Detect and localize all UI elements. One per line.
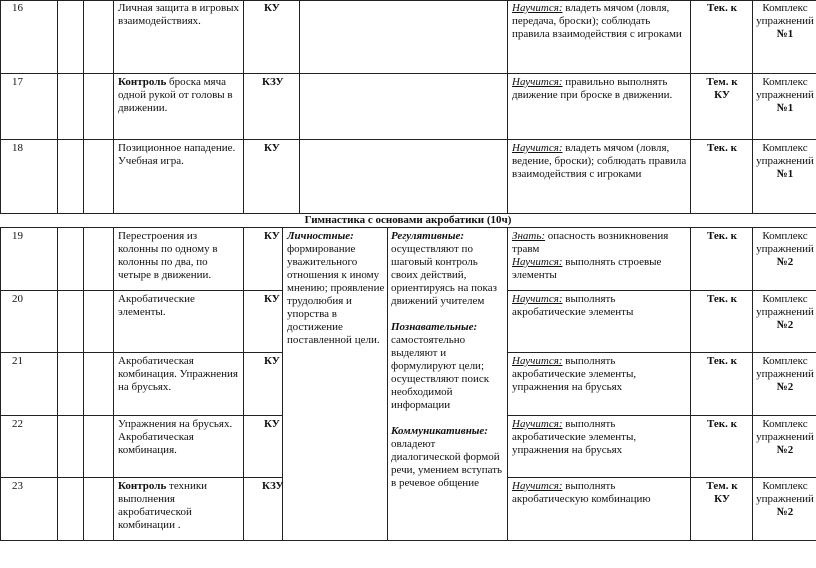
- homework: Комплекс упражнений №2: [756, 355, 814, 393]
- lesson-topic: Акробатическая комбинация. Упражнения на брусьях.: [118, 355, 238, 393]
- expected-result: Научится: выполнять акробатическую комбинацию: [512, 480, 651, 505]
- control-type: Тем. к КУ: [706, 480, 738, 505]
- lesson-type: КУ: [264, 418, 280, 430]
- control-type: Тек. к: [707, 142, 737, 154]
- lesson-type: КУ: [264, 293, 280, 305]
- row-divider: [0, 415, 282, 416]
- lesson-topic: Контроль броска мяча одной рукой от головы в движении.: [118, 76, 233, 114]
- col-divider: [690, 227, 691, 541]
- lesson-topic: Контроль техники выполнения акробатической комбинации .: [118, 480, 208, 531]
- control-type: Тем. к КУ: [706, 76, 738, 101]
- row-number: 17: [12, 76, 23, 88]
- row-divider: [507, 352, 816, 353]
- lesson-topic: Позиционное нападение. Учебная игра.: [118, 142, 236, 167]
- lesson-type: КУ: [264, 355, 280, 367]
- lesson-type: КУ: [264, 142, 280, 154]
- col-divider: [282, 227, 283, 541]
- lesson-topic: Упражнения на брусьях. Акробатическая комбинация.: [118, 418, 233, 456]
- col-divider: [0, 0, 1, 213]
- homework: Комплекс упражнений №2: [756, 293, 814, 331]
- row-divider: [0, 0, 816, 1]
- row-number: 23: [12, 480, 23, 492]
- row-number: 19: [12, 230, 23, 242]
- expected-result: Научится: правильно выполнять движение при броске в движении.: [512, 76, 673, 101]
- homework: Комплекс упражнений №2: [756, 230, 814, 268]
- homework: Комплекс упражнений №2: [756, 418, 814, 456]
- homework: Комплекс упражнений №2: [756, 480, 814, 518]
- col-divider: [243, 227, 244, 541]
- lesson-topic: Акробатические элементы.: [118, 293, 195, 318]
- col-divider: [113, 227, 114, 541]
- col-divider: [507, 0, 508, 213]
- personal-outcomes: Личностные: формирование уважительного отношения к иному мнению; проявление трудолюбия и упорства в достижение поставленной цели.: [287, 230, 385, 346]
- row-divider: [0, 540, 816, 541]
- control-type: Тек. к: [707, 355, 737, 367]
- lesson-type: КЗУ: [262, 76, 284, 88]
- row-divider: [0, 73, 816, 74]
- col-divider: [0, 227, 1, 541]
- row-divider: [507, 290, 816, 291]
- control-type: Тек. к: [707, 293, 737, 305]
- regulative-outcomes: Регулятивные: осуществляют по шаговый контроль своих действий, ориентируясь на показ движений учителем: [391, 230, 497, 307]
- col-divider: [83, 227, 84, 541]
- lesson-type: КЗУ: [262, 480, 284, 492]
- expected-result: Научится: выполнять акробатические элементы: [512, 293, 634, 318]
- row-number: 16: [12, 2, 23, 14]
- control-type: Тек. к: [707, 230, 737, 242]
- homework: Комплекс упражнений №1: [756, 2, 814, 40]
- col-divider: [57, 0, 58, 213]
- row-number: 22: [12, 418, 23, 430]
- row-divider: [507, 415, 816, 416]
- expected-result: Научится: владеть мячом (ловля, передача, броски); соблюдать правила взаимодействия с игроками: [512, 2, 682, 40]
- col-divider: [57, 227, 58, 541]
- expected-result: Знать: опасность возникновения травм Научится: выполнять строевые элементы: [512, 230, 669, 281]
- expected-result: Научится: владеть мячом (ловля, ведение, броски); соблюдать правила взаимодействия с игроками: [512, 142, 687, 180]
- row-divider: [0, 227, 816, 228]
- expected-result: Научится: выполнять акробатические элементы, упражнения на брусьях: [512, 418, 637, 456]
- homework: Комплекс упражнений №1: [756, 76, 814, 114]
- col-divider: [83, 0, 84, 213]
- control-type: Тек. к: [707, 2, 737, 14]
- lesson-topic: Перестроения из колонны по одному в колонны по два, по четыре в движении.: [118, 230, 218, 281]
- row-divider: [0, 139, 816, 140]
- expected-result: Научится: выполнять акробатические элементы, упражнения на брусьях: [512, 355, 637, 393]
- col-divider: [113, 0, 114, 213]
- row-divider: [0, 290, 282, 291]
- col-divider: [690, 0, 691, 213]
- homework: Комплекс упражнений №1: [756, 142, 814, 180]
- communicative-outcomes: Коммуникативные: овладеют диалогической формой речи, умением вступать в речевое общение: [391, 425, 503, 489]
- row-number: 18: [12, 142, 23, 154]
- lesson-type: КУ: [264, 2, 280, 14]
- meta-outcomes: [391, 230, 505, 490]
- row-divider: [507, 477, 816, 478]
- row-number: 21: [12, 355, 23, 367]
- lesson-type: КУ: [264, 230, 280, 242]
- col-divider: [507, 227, 508, 541]
- col-divider: [752, 0, 753, 213]
- row-number: 20: [12, 293, 23, 305]
- col-divider: [387, 227, 388, 541]
- section-title: Гимнастика с основами акробатики (10ч): [304, 214, 512, 226]
- col-divider: [243, 0, 244, 213]
- col-divider: [752, 227, 753, 541]
- row-divider: [0, 352, 282, 353]
- row-divider: [0, 477, 282, 478]
- cognitive-outcomes: Познавательные: самостоятельно выделяют и формулируют цели; осуществляют поиск необходимой информации: [391, 321, 490, 411]
- control-type: Тек. к: [707, 418, 737, 430]
- lesson-topic: Личная защита в игровых взаимодействиях.: [118, 2, 240, 27]
- col-divider: [299, 0, 300, 213]
